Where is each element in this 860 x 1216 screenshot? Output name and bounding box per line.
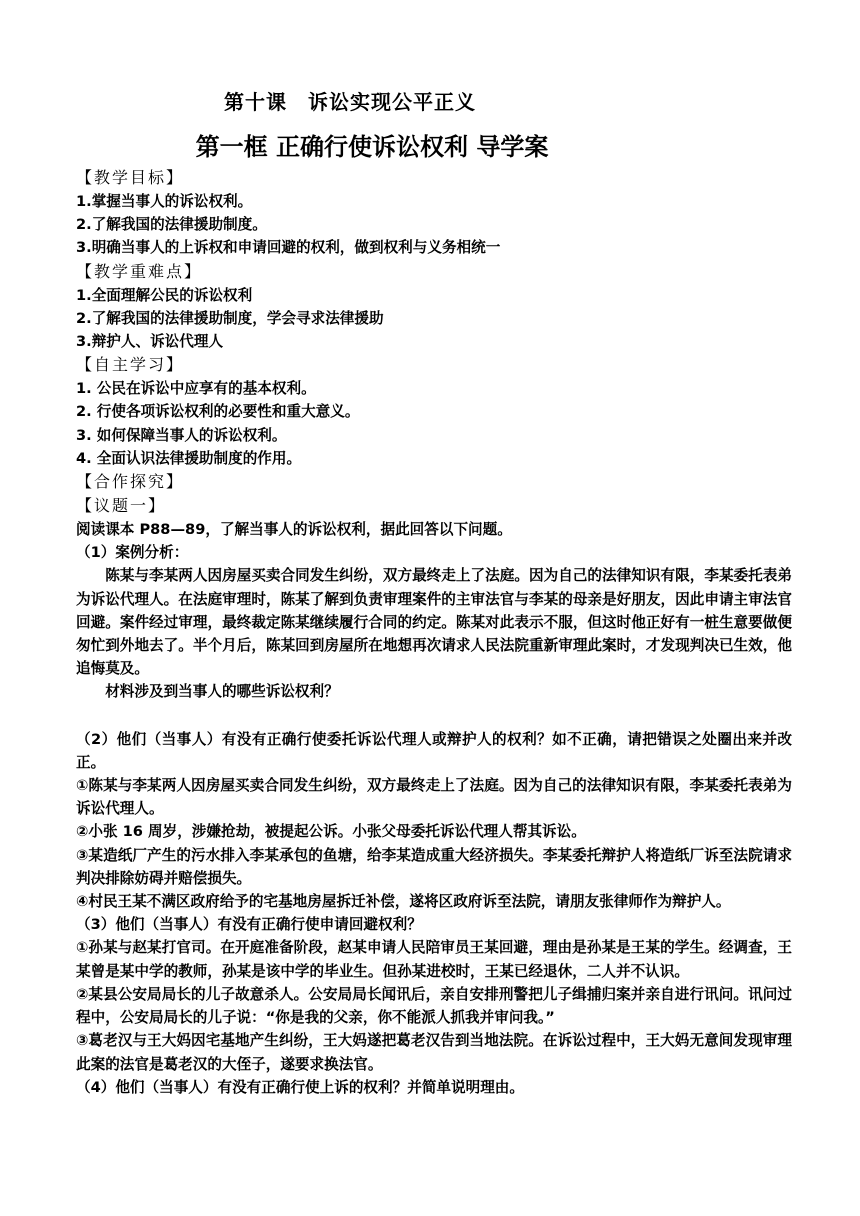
goal-item: 3.明确当事人的上诉权和申请回避的权利，做到权利与义务相统一 [76,239,501,257]
question-2-label: （2）他们（当事人）有没有正确行使委托诉讼代理人或辩护人的权利？如不正确，请把错误之处圈出来并改正。 [76,730,792,771]
question-3-label: （3）他们（当事人）有没有正确行使申请回避权利？ [76,916,422,934]
question-1-prompt: 材料涉及到当事人的哪些诉讼权利？ [105,683,339,701]
question-1-case: 陈某与李某两人因房屋买卖合同发生纠纷，双方最终走上了法庭。因为自己的法律知识有限，李某委托表弟为诉讼代理人。在法庭审理时，陈某了解到负责审理案件的主审法官与李某的母亲是好朋友，因此申请主审法官回避。案件经过审理，最终裁定陈某继续履行合同的约定。陈某对此表示不服，但这时他正好有一桩生意要做便匆忙到外地去了。半个月后，陈某回到房屋所在地想再次请求人民法院重新审理此案时，才发现判决已生效，他追悔莫及。 [76,567,792,678]
lesson-title: 第十课 诉讼实现公平正义 [224,90,476,114]
question-2-item: ④村民王某不满区政府给予的宅基地房屋拆迁补偿，遂将区政府诉至法院，请朋友张律师作为辩护人。 [76,893,731,911]
question-3-item: ①孙某与赵某打官司。在开庭准备阶段，赵某申请人民陪审员王某回避，理由是孙某是王某的学生。经调查，王某曾是某中学的教师，孙某是该中学的毕业生。但孙某进校时，王某已经退休，二人并不认识。 [76,939,792,980]
self-study-item: 3. 如何保障当事人的诉讼权利。 [76,426,287,444]
question-2-item: ①陈某与李某两人因房屋买卖合同发生纠纷，双方最终走上了法庭。因为自己的法律知识有限，李某委托表弟为诉讼代理人。 [76,777,792,818]
goal-item: 1.掌握当事人的诉讼权利。 [76,193,253,210]
question-2-item: ③某造纸厂产生的污水排入李某承包的鱼塘，给李某造成重大经济损失。李某委托辩护人将造纸厂诉至法院请求判决排除妨碍并赔偿损失。 [76,846,792,887]
question-1-label: （1）案例分析： [76,544,189,562]
key-point-item: 1.全面理解公民的诉讼权利 [76,286,253,304]
section-heading-topic1: 【议题一】 [76,496,167,516]
goal-item: 2.了解我国的法律援助制度。 [76,216,267,234]
question-2-item: ②小张 16 周岁，涉嫌抢劫，被提起公诉。小张父母委托诉讼代理人帮其诉讼。 [76,823,586,841]
self-study-item: 4. 全面认识法律援助制度的作用。 [76,449,302,467]
section-heading-key-points: 【教学重难点】 [76,261,203,281]
key-point-item: 2.了解我国的法律援助制度，学会寻求法律援助 [76,309,384,327]
section-heading-cooperation: 【合作探究】 [76,472,185,492]
section-heading-self-study: 【自主学习】 [76,355,185,375]
key-point-item: 3.辩护人、诉讼代理人 [76,333,224,351]
topic1-intro: 阅读课本 P88—89，了解当事人的诉讼权利，据此回答以下问题。 [76,521,512,539]
question-4-label: （4）他们（当事人）有没有正确行使上诉的权利？并简单说明理由。 [76,1078,524,1096]
self-study-item: 2. 行使各项诉讼权利的必要性和重大意义。 [76,403,360,421]
question-3-item: ③葛老汉与王大妈因宅基地产生纠纷，王大妈遂把葛老汉告到当地法院。在诉讼过程中，王大妈无意间发现审理此案的法官是葛老汉的大侄子，遂要求换法官。 [76,1032,792,1073]
answer-space [76,704,792,728]
frame-title: 第一框 正确行使诉讼权利 导学案 [195,133,549,161]
question-3-item: ②某县公安局局长的儿子故意杀人。公安局局长闻讯后，亲自安排刑警把儿子缉捕归案并亲自进行讯问。讯问过程中，公安局局长的儿子说：“你是我的父亲，你不能派人抓我并审问我。” [76,985,792,1027]
section-heading-goals: 【教学目标】 [76,168,185,187]
self-study-item: 1. 公民在诉讼中应享有的基本权利。 [76,380,316,398]
document-body [76,166,792,1099]
